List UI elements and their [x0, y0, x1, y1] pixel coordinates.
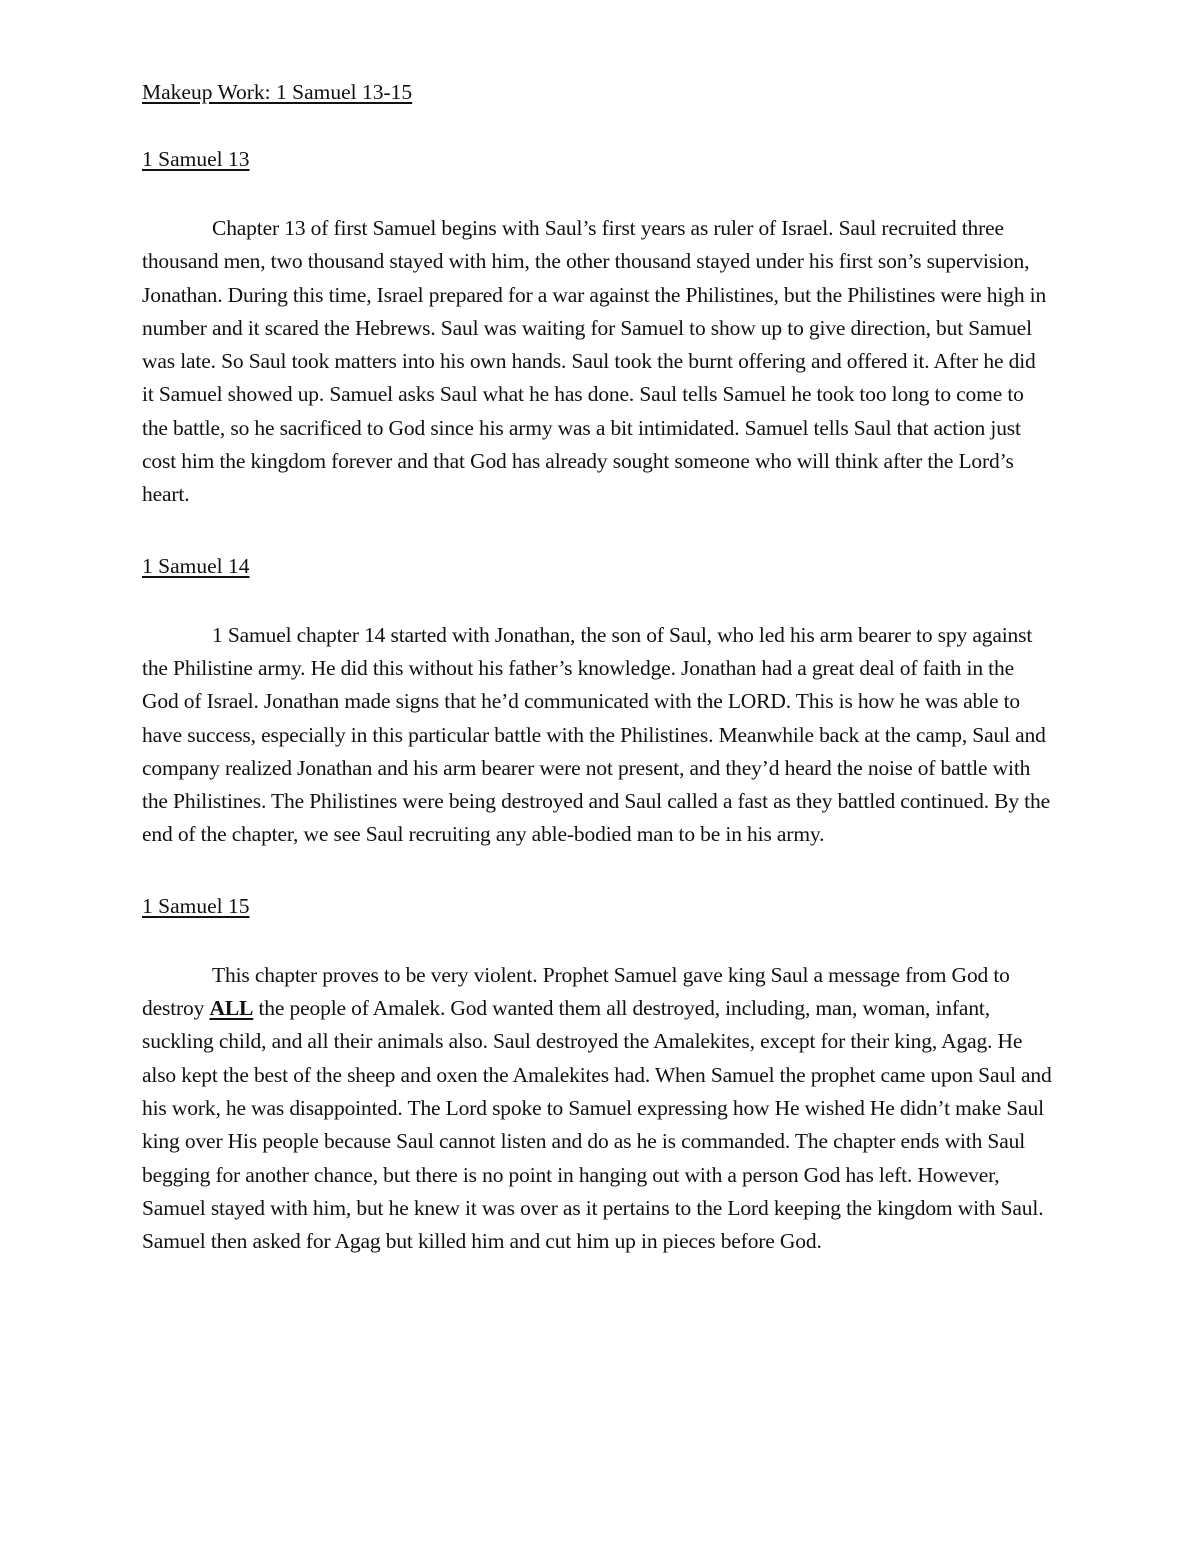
section-paragraph: Chapter 13 of first Samuel begins with Saul’s first years as ruler of Israel. Saul recruited three thousand men, two thousand stayed with him, the other thousand stayed under his first son’s supervision, Jonathan. During this time, Israel prepared for a war against the Philistines, but the Philistines were high in number and it scared the Hebrews. Saul was waiting for Samuel to show up to give direction, but Samuel was late. So Saul took matters into his own hands. Saul took the burnt offering and offered it. After he did it Samuel showed up. Samuel asks Saul what he has done. Saul tells Samuel he took too long to come to the battle, so he sacrificed to God since his army was a bit intimidated. Samuel tells Saul that action just cost him the kingdom forever and that God has already sought someone who will think after the Lord’s heart.: [142, 216, 1047, 507]
section-1-samuel-14: [142, 552, 1052, 852]
paragraph-text-after: the people of Amalek. God wanted them all destroyed, including, man, woman, infant, suckling child, and all their animals also. Saul destroyed the Amalekites, except for their king, Agag. He also kept the best of the sheep and oxen the Amalekites had. When Samuel the prophet came upon Saul and his work, he was disappointed. The Lord spoke to Samuel expressing how He wished He didn’t make Saul king over His people because Saul cannot listen and do as he is commanded. The chapter ends with Saul begging for another chance, but there is no point in hanging out with a person God has left. However, Samuel stayed with him, but he knew it was over as it pertains to the Lord keeping the kingdom with Saul. Samuel then asked for Agag but killed him and cut him up in pieces before God.: [142, 996, 1052, 1254]
section-paragraph: 1 Samuel chapter 14 started with Jonathan, the son of Saul, who led his arm bearer to spy against the Philistine army. He did this without his father’s knowledge. Jonathan had a great deal of faith in the God of Israel. Jonathan made signs that he’d communicated with the LORD. This is how he was able to have success, especially in this particular battle with the Philistines. Meanwhile back at the camp, Saul and company realized Jonathan and his arm bearer were not present, and they’d heard the noise of battle with the Philistines. The Philistines were being destroyed and Saul called a fast as they battled continued. By the end of the chapter, we see Saul recruiting any able-bodied man to be in his army.: [142, 622, 1051, 847]
section-paragraph: [142, 959, 1052, 1259]
section-heading: 1 Samuel 13: [142, 147, 250, 171]
section-heading: 1 Samuel 14: [142, 553, 250, 578]
document-page: [142, 78, 1052, 1298]
section-1-samuel-13: [142, 145, 1052, 512]
paragraph-text-before: This chapter proves to be very violent. Prophet Samuel gave king Saul a message from God to destroy: [142, 962, 1010, 1021]
emphasized-word: ALL: [209, 996, 254, 1021]
section-1-samuel-15: [142, 892, 1052, 1259]
document-title: Makeup Work: 1 Samuel 13-15: [142, 80, 413, 104]
section-heading: 1 Samuel 15: [142, 893, 250, 918]
